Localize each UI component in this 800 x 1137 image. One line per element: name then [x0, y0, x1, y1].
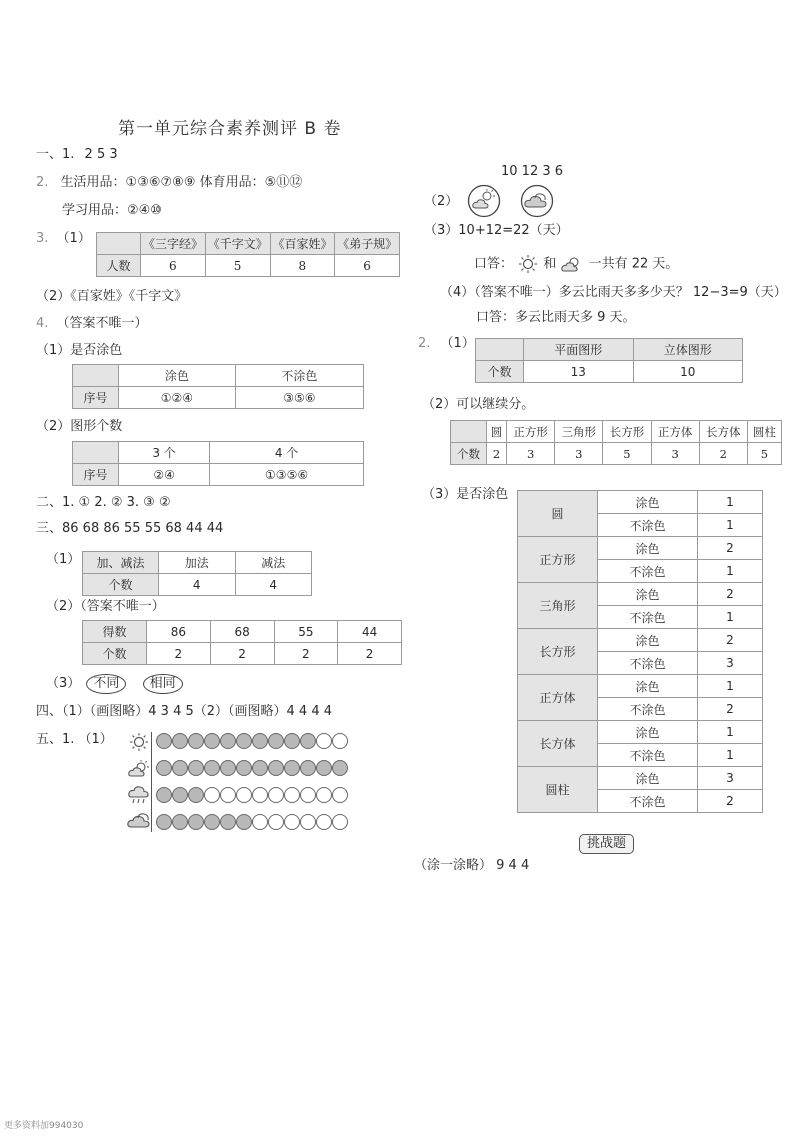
color-shape-label: 正方体: [518, 675, 598, 721]
colored-label: 涂色: [598, 491, 698, 514]
colored-count: 1: [698, 491, 763, 514]
rainy-icon: [127, 784, 151, 806]
filled-circle: [172, 733, 188, 749]
empty-circle: [332, 814, 348, 830]
color-shape-label: 长方形: [518, 629, 598, 675]
right-oral2: 口答：多云比雨天多 9 天。: [476, 310, 636, 325]
s3-t1-header: 减法: [235, 552, 312, 574]
colored-count: 1: [698, 721, 763, 744]
shapes-header: 长方体: [699, 421, 747, 443]
s3-t1-cell: 4: [235, 574, 312, 596]
challenge-label: 挑战题: [579, 834, 634, 854]
q3-header: 《弟子规》: [335, 233, 400, 255]
filled-circle: [220, 733, 236, 749]
empty-circle: [300, 787, 316, 803]
partly-cloudy-row: [156, 760, 348, 776]
q4-t2-cell: ②④: [119, 464, 210, 486]
uncolored-count: 1: [698, 744, 763, 767]
page-title: 第一单元综合素养测评 B 卷: [118, 119, 342, 139]
q2-1-sub: （1）: [440, 336, 475, 351]
uncolored-label: 不涂色: [598, 744, 698, 767]
filled-circle: [284, 760, 300, 776]
s5-number: 五、1. （1）: [36, 732, 113, 747]
filled-circle: [236, 814, 252, 830]
q4-t2-row-label: 序号: [73, 464, 119, 486]
uncolored-label: 不涂色: [598, 652, 698, 675]
shapes-header: 圆柱: [747, 421, 781, 443]
empty-circle: [268, 787, 284, 803]
right-q4: （4）（答案不唯一）多云比雨天多多少天？ 12−3=9（天）: [440, 285, 787, 300]
filled-circle: [156, 733, 172, 749]
q3-header: 《三字经》: [141, 233, 206, 255]
uncolored-count: 1: [698, 606, 763, 629]
s2-answers: 二、1. ① 2. ② 3. ③ ②: [36, 495, 171, 510]
colored-count: 3: [698, 767, 763, 790]
shapes-header: 正方形: [507, 421, 555, 443]
q3-cell: 8: [270, 255, 335, 277]
empty-circle: [316, 733, 332, 749]
s3-sub3: [46, 674, 183, 694]
s3-t2-cell: 2: [147, 643, 211, 665]
colored-count: 2: [698, 537, 763, 560]
q1-answer: 2 5 3: [84, 147, 118, 162]
uncolored-label: 不涂色: [598, 606, 698, 629]
partly-cloudy-icon: [560, 254, 584, 274]
right-q3: （3）10+12=22（天）: [424, 223, 569, 238]
q3-table: [96, 232, 400, 277]
cloudy-row: [156, 814, 348, 830]
plane-cell: 10: [633, 361, 743, 383]
s3-table2: [82, 620, 402, 665]
filled-circle: [268, 760, 284, 776]
q4-table2: [72, 441, 364, 486]
s4-answers: 四、（1）（画图略）4 3 4 5（2）（画图略）4 4 4 4: [36, 704, 333, 719]
q4-sub2: （2）图形个数: [36, 419, 123, 434]
color-table: [517, 490, 763, 813]
oval-different: 不同: [86, 674, 126, 694]
q3-header: 《千字文》: [205, 233, 270, 255]
filled-circle: [284, 733, 300, 749]
s3-t1-corner: 加、减法: [83, 552, 159, 574]
oval-same: 相同: [143, 674, 183, 694]
uncolored-label: 不涂色: [598, 698, 698, 721]
q4-t1-cell: ①②④: [119, 387, 236, 409]
filled-circle: [156, 760, 172, 776]
plane-solid-table: [475, 338, 743, 383]
s3-t2-r1-label: 得数: [83, 621, 147, 643]
q4-sub1: （1）是否涂色: [36, 343, 123, 358]
empty-circle: [236, 787, 252, 803]
colored-label: 涂色: [598, 675, 698, 698]
filled-circle: [252, 733, 268, 749]
q3-number: 3.: [36, 231, 49, 246]
filled-circle: [188, 787, 204, 803]
q3-cell: 6: [141, 255, 206, 277]
s3-t2-cell: 55: [274, 621, 338, 643]
s3-t2-r2-label: 个数: [83, 643, 147, 665]
filled-circle: [316, 760, 332, 776]
filled-circle: [188, 733, 204, 749]
shapes-cell: 2: [487, 443, 507, 465]
sunny-icon: [128, 732, 150, 752]
empty-circle: [316, 787, 332, 803]
s3-t2-cell: 2: [338, 643, 402, 665]
color-shape-label: 长方体: [518, 721, 598, 767]
filled-circle: [156, 814, 172, 830]
filled-circle: [332, 760, 348, 776]
q3-sub2: （2）《百家姓》《千字文》: [36, 289, 188, 304]
empty-circle: [332, 787, 348, 803]
oral1-label: 口答：: [474, 256, 514, 272]
shapes-header: 圆: [487, 421, 507, 443]
colored-label: 涂色: [598, 767, 698, 790]
filled-circle: [236, 760, 252, 776]
circled-cloudy-icon: [517, 184, 557, 218]
color-shape-label: 圆: [518, 491, 598, 537]
s3-table1: [82, 551, 312, 596]
q3-cell: 6: [335, 255, 400, 277]
shapes-header: 长方形: [603, 421, 651, 443]
s3-t1-header: 加法: [159, 552, 236, 574]
uncolored-label: 不涂色: [598, 560, 698, 583]
s3-t2-cell: 86: [147, 621, 211, 643]
q3-sub1: （1）: [56, 231, 91, 246]
q2-line1: 生活用品：①③⑥⑦⑧⑨ 体育用品：⑤⑪⑫: [60, 175, 303, 190]
filled-circle: [300, 733, 316, 749]
rainy-row: [156, 787, 348, 803]
s1-q3: [36, 230, 91, 248]
s3-sub1: （1）: [46, 552, 81, 567]
uncolored-label: 不涂色: [598, 514, 698, 537]
q4-t2-header: 3 个: [119, 442, 210, 464]
shapes-table: [450, 420, 782, 465]
empty-circle: [300, 814, 316, 830]
filled-circle: [220, 814, 236, 830]
q3-cell: 5: [205, 255, 270, 277]
right-q2-2: （2）可以继续分。: [422, 397, 535, 412]
s3-line: 三、86 68 86 55 55 68 44 44: [36, 521, 224, 536]
q1-number: 一、1.: [36, 147, 75, 162]
empty-circle: [252, 814, 268, 830]
filled-circle: [188, 760, 204, 776]
colored-label: 涂色: [598, 583, 698, 606]
shapes-cell: 5: [747, 443, 781, 465]
empty-circle: [204, 787, 220, 803]
shapes-header: 正方体: [651, 421, 699, 443]
right-q2: （2）: [424, 194, 459, 209]
q4-t1-cell: ③⑤⑥: [235, 387, 363, 409]
plane-header: 平面图形: [524, 339, 634, 361]
color-shape-label: 三角形: [518, 583, 598, 629]
q3-header: 《百家姓》: [270, 233, 335, 255]
color-shape-label: 正方形: [518, 537, 598, 583]
empty-circle: [316, 814, 332, 830]
s3-sub2: （2）（答案不唯一）: [46, 599, 165, 614]
filled-circle: [204, 814, 220, 830]
q4-table1: [72, 364, 364, 409]
colored-count: 2: [698, 629, 763, 652]
uncolored-count: 2: [698, 790, 763, 813]
circled-partly-cloudy-icon: [464, 184, 504, 218]
filled-circle: [268, 733, 284, 749]
q4-note: （答案不唯一）: [56, 316, 148, 331]
colored-label: 涂色: [598, 721, 698, 744]
empty-circle: [220, 787, 236, 803]
uncolored-count: 1: [698, 514, 763, 537]
s3-t2-cell: 44: [338, 621, 402, 643]
filled-circle: [204, 733, 220, 749]
right-q2-3: （3）是否涂色: [422, 487, 509, 502]
filled-circle: [236, 733, 252, 749]
s3-t2-cell: 2: [274, 643, 338, 665]
s1-q2: [36, 174, 302, 192]
filled-circle: [220, 760, 236, 776]
q4-number: 4.: [36, 316, 49, 331]
filled-circle: [172, 787, 188, 803]
colored-label: 涂色: [598, 537, 698, 560]
challenge-answer: （涂一涂略） 9 4 4: [414, 858, 530, 873]
partly-cloudy-icon: [127, 759, 151, 779]
shapes-header: 三角形: [555, 421, 603, 443]
s3-t1-cell: 4: [159, 574, 236, 596]
q2-number: 2.: [36, 175, 49, 190]
q4-t2-header: 4 个: [210, 442, 364, 464]
plane-cell: 13: [524, 361, 634, 383]
empty-circle: [284, 787, 300, 803]
right-oral1: [474, 254, 678, 274]
q4-t2-cell: ①③⑤⑥: [210, 464, 364, 486]
filled-circle: [172, 760, 188, 776]
oral1-end: 一共有 22 天。: [588, 256, 679, 272]
footer-watermark: 更多资料加994030: [4, 1121, 84, 1131]
colored-label: 涂色: [598, 629, 698, 652]
cloudy-icon: [126, 811, 152, 831]
sunny-row: [156, 733, 348, 749]
uncolored-count: 1: [698, 560, 763, 583]
uncolored-label: 不涂色: [598, 790, 698, 813]
empty-circle: [268, 814, 284, 830]
colored-count: 1: [698, 675, 763, 698]
sunny-icon: [517, 254, 539, 274]
empty-circle: [252, 787, 268, 803]
q3-row-label: 人数: [97, 255, 141, 277]
empty-circle: [284, 814, 300, 830]
uncolored-count: 2: [698, 698, 763, 721]
filled-circle: [156, 787, 172, 803]
empty-circle: [332, 733, 348, 749]
solid-header: 立体图形: [633, 339, 743, 361]
oral1-mid: 和: [543, 256, 557, 272]
shapes-cell: 5: [603, 443, 651, 465]
s3-sub3-label: （3）: [46, 676, 81, 691]
filled-circle: [172, 814, 188, 830]
q4-t1-header: 涂色: [119, 365, 236, 387]
s3-t2-cell: 2: [210, 643, 274, 665]
q4-t1-header: 不涂色: [235, 365, 363, 387]
shapes-cell: 3: [507, 443, 555, 465]
right-top-nums: 10 12 3 6: [501, 164, 564, 179]
s3-t2-cell: 68: [210, 621, 274, 643]
shapes-row-label: 个数: [451, 443, 487, 465]
filled-circle: [252, 760, 268, 776]
filled-circle: [188, 814, 204, 830]
q2-1-number: 2.: [418, 336, 431, 351]
q4-t1-row-label: 序号: [73, 387, 119, 409]
colored-count: 2: [698, 583, 763, 606]
shapes-cell: 3: [555, 443, 603, 465]
s3-t1-row-label: 个数: [83, 574, 159, 596]
filled-circle: [300, 760, 316, 776]
color-shape-label: 圆柱: [518, 767, 598, 813]
shapes-cell: 2: [699, 443, 747, 465]
right-q2-1: [418, 335, 475, 353]
s1-q4: [36, 315, 148, 333]
uncolored-count: 3: [698, 652, 763, 675]
plane-row-label: 个数: [476, 361, 524, 383]
q2-line2: 学习用品：②④⑩: [62, 203, 162, 218]
s1-q1: [36, 146, 118, 164]
shapes-cell: 3: [651, 443, 699, 465]
filled-circle: [204, 760, 220, 776]
